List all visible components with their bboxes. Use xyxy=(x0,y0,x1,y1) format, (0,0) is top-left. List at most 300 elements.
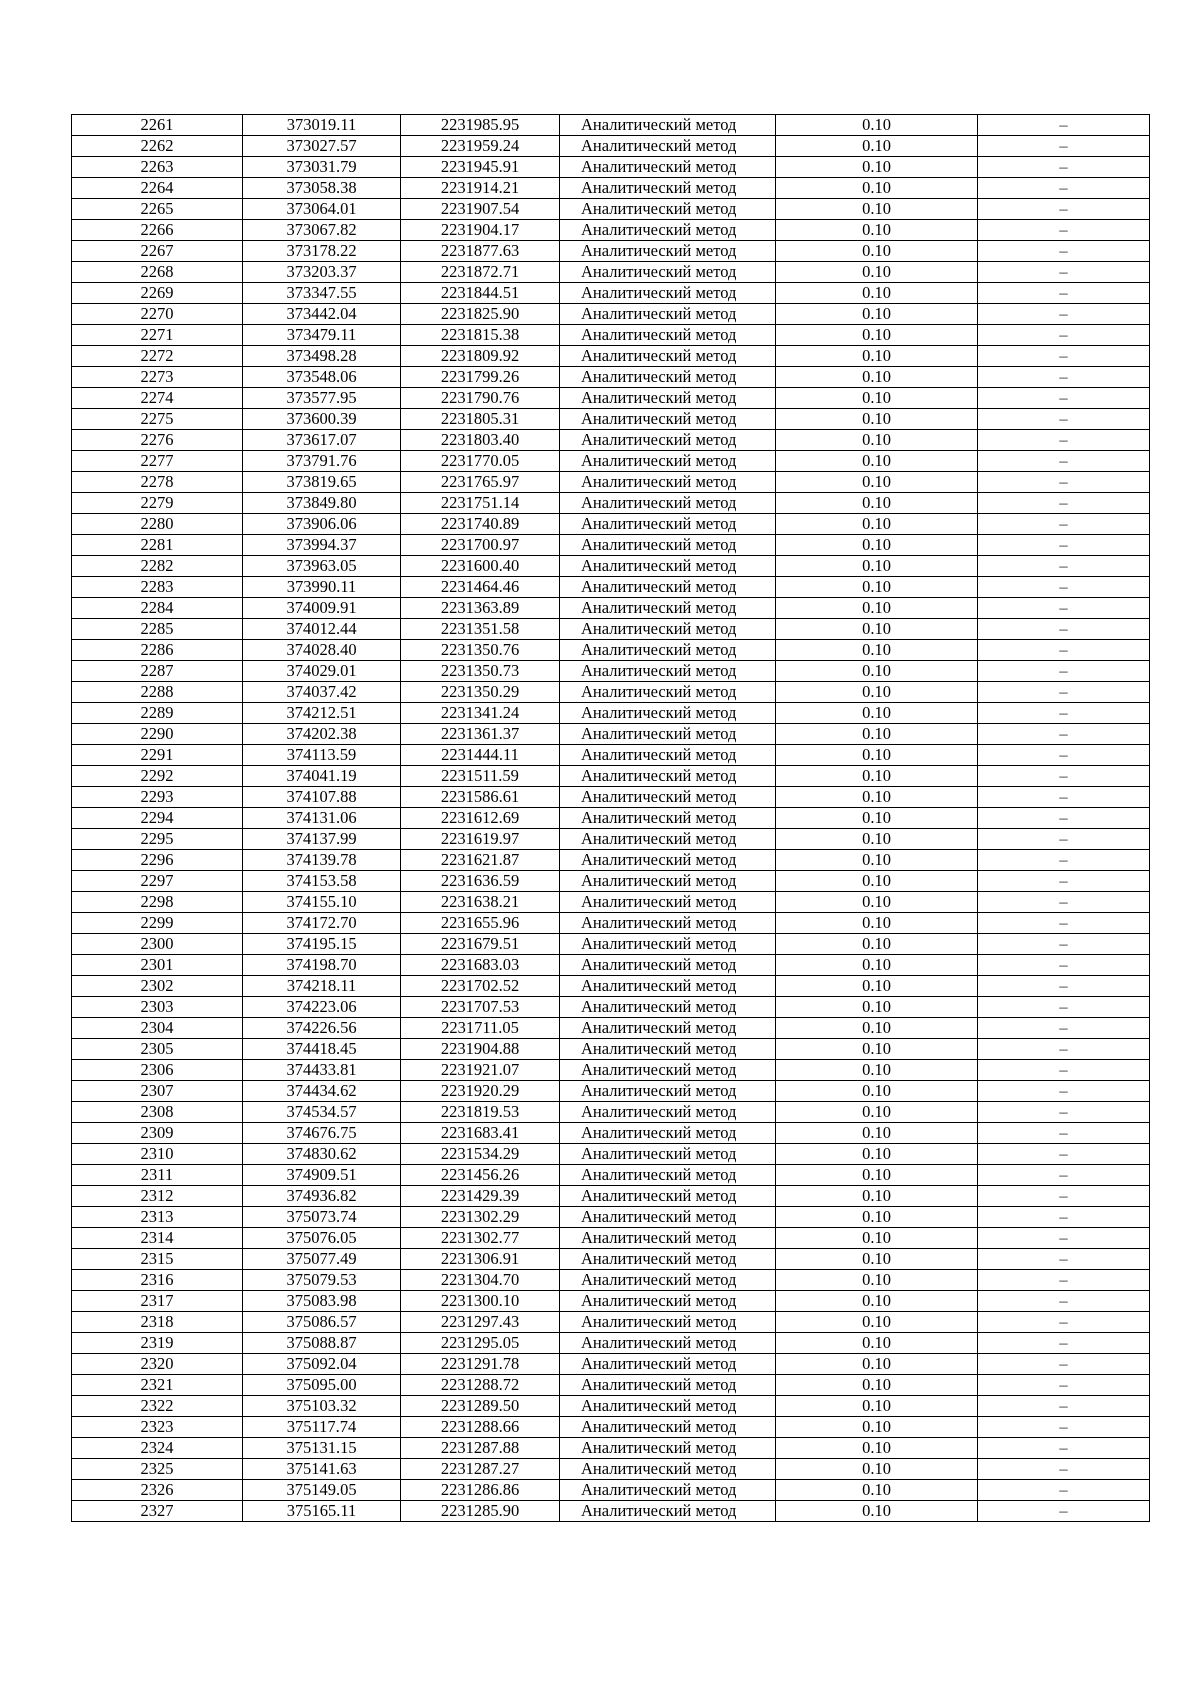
note-cell: – xyxy=(978,1249,1150,1270)
accuracy-cell: 0.10 xyxy=(776,1249,978,1270)
point-number-cell: 2318 xyxy=(72,1312,243,1333)
method-cell: Аналитический метод xyxy=(560,430,776,451)
table-row xyxy=(72,1396,1150,1417)
note-cell: – xyxy=(978,1228,1150,1249)
note-cell: – xyxy=(978,1060,1150,1081)
table-row xyxy=(72,661,1150,682)
y-coordinate-cell: 2231288.66 xyxy=(401,1417,560,1438)
y-coordinate-cell: 2231612.69 xyxy=(401,808,560,829)
table-row xyxy=(72,682,1150,703)
y-coordinate-cell: 2231361.37 xyxy=(401,724,560,745)
note-cell: – xyxy=(978,514,1150,535)
accuracy-cell: 0.10 xyxy=(776,913,978,934)
note-cell: – xyxy=(978,661,1150,682)
x-coordinate-cell: 375073.74 xyxy=(243,1207,401,1228)
y-coordinate-cell: 2231287.27 xyxy=(401,1459,560,1480)
x-coordinate-cell: 374137.99 xyxy=(243,829,401,850)
x-coordinate-cell: 373178.22 xyxy=(243,241,401,262)
point-number-cell: 2268 xyxy=(72,262,243,283)
point-number-cell: 2274 xyxy=(72,388,243,409)
x-coordinate-cell: 374113.59 xyxy=(243,745,401,766)
table-row xyxy=(72,220,1150,241)
accuracy-cell: 0.10 xyxy=(776,1459,978,1480)
x-coordinate-cell: 373064.01 xyxy=(243,199,401,220)
table-row xyxy=(72,1249,1150,1270)
y-coordinate-cell: 2231751.14 xyxy=(401,493,560,514)
y-coordinate-cell: 2231444.11 xyxy=(401,745,560,766)
accuracy-cell: 0.10 xyxy=(776,997,978,1018)
table-row xyxy=(72,892,1150,913)
y-coordinate-cell: 2231291.78 xyxy=(401,1354,560,1375)
point-number-cell: 2309 xyxy=(72,1123,243,1144)
point-number-cell: 2302 xyxy=(72,976,243,997)
x-coordinate-cell: 375117.74 xyxy=(243,1417,401,1438)
point-number-cell: 2315 xyxy=(72,1249,243,1270)
note-cell: – xyxy=(978,1123,1150,1144)
method-cell: Аналитический метод xyxy=(560,136,776,157)
x-coordinate-cell: 374433.81 xyxy=(243,1060,401,1081)
x-coordinate-cell: 375083.98 xyxy=(243,1291,401,1312)
point-number-cell: 2289 xyxy=(72,703,243,724)
x-coordinate-cell: 374830.62 xyxy=(243,1144,401,1165)
note-cell: – xyxy=(978,1270,1150,1291)
method-cell: Аналитический метод xyxy=(560,514,776,535)
method-cell: Аналитический метод xyxy=(560,304,776,325)
accuracy-cell: 0.10 xyxy=(776,367,978,388)
point-number-cell: 2311 xyxy=(72,1165,243,1186)
note-cell: – xyxy=(978,199,1150,220)
y-coordinate-cell: 2231904.17 xyxy=(401,220,560,241)
accuracy-cell: 0.10 xyxy=(776,1270,978,1291)
point-number-cell: 2314 xyxy=(72,1228,243,1249)
accuracy-cell: 0.10 xyxy=(776,451,978,472)
method-cell: Аналитический метод xyxy=(560,661,776,682)
y-coordinate-cell: 2231456.26 xyxy=(401,1165,560,1186)
accuracy-cell: 0.10 xyxy=(776,703,978,724)
note-cell: – xyxy=(978,1207,1150,1228)
point-number-cell: 2298 xyxy=(72,892,243,913)
table-row xyxy=(72,1060,1150,1081)
method-cell: Аналитический метод xyxy=(560,1186,776,1207)
accuracy-cell: 0.10 xyxy=(776,535,978,556)
method-cell: Аналитический метод xyxy=(560,325,776,346)
table-row xyxy=(72,1102,1150,1123)
point-number-cell: 2279 xyxy=(72,493,243,514)
x-coordinate-cell: 373994.37 xyxy=(243,535,401,556)
method-cell: Аналитический метод xyxy=(560,787,776,808)
note-cell: – xyxy=(978,1396,1150,1417)
y-coordinate-cell: 2231638.21 xyxy=(401,892,560,913)
accuracy-cell: 0.10 xyxy=(776,304,978,325)
accuracy-cell: 0.10 xyxy=(776,493,978,514)
x-coordinate-cell: 373058.38 xyxy=(243,178,401,199)
note-cell: – xyxy=(978,157,1150,178)
accuracy-cell: 0.10 xyxy=(776,1060,978,1081)
accuracy-cell: 0.10 xyxy=(776,136,978,157)
method-cell: Аналитический метод xyxy=(560,1144,776,1165)
x-coordinate-cell: 375076.05 xyxy=(243,1228,401,1249)
coordinates-table-body xyxy=(72,115,1150,1522)
note-cell: – xyxy=(978,1039,1150,1060)
accuracy-cell: 0.10 xyxy=(776,1165,978,1186)
y-coordinate-cell: 2231302.77 xyxy=(401,1228,560,1249)
point-number-cell: 2278 xyxy=(72,472,243,493)
note-cell: – xyxy=(978,1438,1150,1459)
table-row xyxy=(72,346,1150,367)
table-row xyxy=(72,1333,1150,1354)
x-coordinate-cell: 374153.58 xyxy=(243,871,401,892)
point-number-cell: 2272 xyxy=(72,346,243,367)
point-number-cell: 2294 xyxy=(72,808,243,829)
table-row xyxy=(72,136,1150,157)
note-cell: – xyxy=(978,703,1150,724)
method-cell: Аналитический метод xyxy=(560,1207,776,1228)
accuracy-cell: 0.10 xyxy=(776,766,978,787)
accuracy-cell: 0.10 xyxy=(776,1480,978,1501)
y-coordinate-cell: 2231702.52 xyxy=(401,976,560,997)
y-coordinate-cell: 2231740.89 xyxy=(401,514,560,535)
method-cell: Аналитический метод xyxy=(560,1291,776,1312)
x-coordinate-cell: 374172.70 xyxy=(243,913,401,934)
table-row xyxy=(72,304,1150,325)
x-coordinate-cell: 373442.04 xyxy=(243,304,401,325)
accuracy-cell: 0.10 xyxy=(776,1354,978,1375)
note-cell: – xyxy=(978,640,1150,661)
table-row xyxy=(72,451,1150,472)
x-coordinate-cell: 375095.00 xyxy=(243,1375,401,1396)
y-coordinate-cell: 2231350.29 xyxy=(401,682,560,703)
y-coordinate-cell: 2231295.05 xyxy=(401,1333,560,1354)
note-cell: – xyxy=(978,1291,1150,1312)
x-coordinate-cell: 374218.11 xyxy=(243,976,401,997)
table-row xyxy=(72,1459,1150,1480)
method-cell: Аналитический метод xyxy=(560,577,776,598)
accuracy-cell: 0.10 xyxy=(776,1312,978,1333)
accuracy-cell: 0.10 xyxy=(776,724,978,745)
accuracy-cell: 0.10 xyxy=(776,1102,978,1123)
x-coordinate-cell: 375141.63 xyxy=(243,1459,401,1480)
y-coordinate-cell: 2231985.95 xyxy=(401,115,560,136)
note-cell: – xyxy=(978,1354,1150,1375)
y-coordinate-cell: 2231350.76 xyxy=(401,640,560,661)
table-row xyxy=(72,367,1150,388)
point-number-cell: 2305 xyxy=(72,1039,243,1060)
method-cell: Аналитический метод xyxy=(560,451,776,472)
y-coordinate-cell: 2231904.88 xyxy=(401,1039,560,1060)
x-coordinate-cell: 374037.42 xyxy=(243,682,401,703)
y-coordinate-cell: 2231790.76 xyxy=(401,388,560,409)
method-cell: Аналитический метод xyxy=(560,1354,776,1375)
table-row xyxy=(72,703,1150,724)
method-cell: Аналитический метод xyxy=(560,178,776,199)
note-cell: – xyxy=(978,535,1150,556)
table-row xyxy=(72,997,1150,1018)
x-coordinate-cell: 374131.06 xyxy=(243,808,401,829)
y-coordinate-cell: 2231306.91 xyxy=(401,1249,560,1270)
method-cell: Аналитический метод xyxy=(560,1312,776,1333)
accuracy-cell: 0.10 xyxy=(776,619,978,640)
accuracy-cell: 0.10 xyxy=(776,178,978,199)
point-number-cell: 2261 xyxy=(72,115,243,136)
x-coordinate-cell: 374155.10 xyxy=(243,892,401,913)
point-number-cell: 2264 xyxy=(72,178,243,199)
note-cell: – xyxy=(978,787,1150,808)
point-number-cell: 2307 xyxy=(72,1081,243,1102)
table-row xyxy=(72,598,1150,619)
method-cell: Аналитический метод xyxy=(560,409,776,430)
y-coordinate-cell: 2231707.53 xyxy=(401,997,560,1018)
table-row xyxy=(72,850,1150,871)
table-row xyxy=(72,1501,1150,1522)
x-coordinate-cell: 373791.76 xyxy=(243,451,401,472)
x-coordinate-cell: 374107.88 xyxy=(243,787,401,808)
y-coordinate-cell: 2231815.38 xyxy=(401,325,560,346)
x-coordinate-cell: 375131.15 xyxy=(243,1438,401,1459)
table-row xyxy=(72,1228,1150,1249)
x-coordinate-cell: 375149.05 xyxy=(243,1480,401,1501)
point-number-cell: 2325 xyxy=(72,1459,243,1480)
x-coordinate-cell: 374534.57 xyxy=(243,1102,401,1123)
x-coordinate-cell: 374198.70 xyxy=(243,955,401,976)
x-coordinate-cell: 373577.95 xyxy=(243,388,401,409)
note-cell: – xyxy=(978,346,1150,367)
table-row xyxy=(72,556,1150,577)
note-cell: – xyxy=(978,766,1150,787)
y-coordinate-cell: 2231286.86 xyxy=(401,1480,560,1501)
y-coordinate-cell: 2231655.96 xyxy=(401,913,560,934)
method-cell: Аналитический метод xyxy=(560,472,776,493)
accuracy-cell: 0.10 xyxy=(776,808,978,829)
table-row xyxy=(72,388,1150,409)
method-cell: Аналитический метод xyxy=(560,283,776,304)
y-coordinate-cell: 2231363.89 xyxy=(401,598,560,619)
accuracy-cell: 0.10 xyxy=(776,892,978,913)
method-cell: Аналитический метод xyxy=(560,1228,776,1249)
y-coordinate-cell: 2231711.05 xyxy=(401,1018,560,1039)
method-cell: Аналитический метод xyxy=(560,808,776,829)
y-coordinate-cell: 2231809.92 xyxy=(401,346,560,367)
method-cell: Аналитический метод xyxy=(560,367,776,388)
point-number-cell: 2262 xyxy=(72,136,243,157)
method-cell: Аналитический метод xyxy=(560,934,776,955)
method-cell: Аналитический метод xyxy=(560,682,776,703)
point-number-cell: 2304 xyxy=(72,1018,243,1039)
accuracy-cell: 0.10 xyxy=(776,1501,978,1522)
accuracy-cell: 0.10 xyxy=(776,1207,978,1228)
table-row xyxy=(72,157,1150,178)
x-coordinate-cell: 374195.15 xyxy=(243,934,401,955)
point-number-cell: 2301 xyxy=(72,955,243,976)
method-cell: Аналитический метод xyxy=(560,640,776,661)
point-number-cell: 2276 xyxy=(72,430,243,451)
method-cell: Аналитический метод xyxy=(560,1417,776,1438)
table-row xyxy=(72,430,1150,451)
note-cell: – xyxy=(978,1333,1150,1354)
accuracy-cell: 0.10 xyxy=(776,787,978,808)
point-number-cell: 2308 xyxy=(72,1102,243,1123)
accuracy-cell: 0.10 xyxy=(776,430,978,451)
method-cell: Аналитический метод xyxy=(560,976,776,997)
accuracy-cell: 0.10 xyxy=(776,514,978,535)
table-row xyxy=(72,1417,1150,1438)
point-number-cell: 2303 xyxy=(72,997,243,1018)
method-cell: Аналитический метод xyxy=(560,1102,776,1123)
y-coordinate-cell: 2231921.07 xyxy=(401,1060,560,1081)
point-number-cell: 2317 xyxy=(72,1291,243,1312)
x-coordinate-cell: 373849.80 xyxy=(243,493,401,514)
method-cell: Аналитический метод xyxy=(560,955,776,976)
method-cell: Аналитический метод xyxy=(560,346,776,367)
point-number-cell: 2299 xyxy=(72,913,243,934)
point-number-cell: 2310 xyxy=(72,1144,243,1165)
table-row xyxy=(72,619,1150,640)
y-coordinate-cell: 2231805.31 xyxy=(401,409,560,430)
note-cell: – xyxy=(978,871,1150,892)
method-cell: Аналитический метод xyxy=(560,199,776,220)
note-cell: – xyxy=(978,304,1150,325)
y-coordinate-cell: 2231959.24 xyxy=(401,136,560,157)
x-coordinate-cell: 374041.19 xyxy=(243,766,401,787)
x-coordinate-cell: 373906.06 xyxy=(243,514,401,535)
method-cell: Аналитический метод xyxy=(560,1270,776,1291)
accuracy-cell: 0.10 xyxy=(776,871,978,892)
y-coordinate-cell: 2231300.10 xyxy=(401,1291,560,1312)
y-coordinate-cell: 2231287.88 xyxy=(401,1438,560,1459)
y-coordinate-cell: 2231825.90 xyxy=(401,304,560,325)
note-cell: – xyxy=(978,367,1150,388)
x-coordinate-cell: 374202.38 xyxy=(243,724,401,745)
method-cell: Аналитический метод xyxy=(560,157,776,178)
note-cell: – xyxy=(978,1312,1150,1333)
note-cell: – xyxy=(978,556,1150,577)
note-cell: – xyxy=(978,955,1150,976)
point-number-cell: 2266 xyxy=(72,220,243,241)
y-coordinate-cell: 2231341.24 xyxy=(401,703,560,724)
table-row xyxy=(72,913,1150,934)
method-cell: Аналитический метод xyxy=(560,1039,776,1060)
method-cell: Аналитический метод xyxy=(560,619,776,640)
table-row xyxy=(72,955,1150,976)
method-cell: Аналитический метод xyxy=(560,262,776,283)
y-coordinate-cell: 2231770.05 xyxy=(401,451,560,472)
point-number-cell: 2275 xyxy=(72,409,243,430)
note-cell: – xyxy=(978,430,1150,451)
method-cell: Аналитический метод xyxy=(560,766,776,787)
method-cell: Аналитический метод xyxy=(560,829,776,850)
note-cell: – xyxy=(978,619,1150,640)
method-cell: Аналитический метод xyxy=(560,997,776,1018)
table-row xyxy=(72,1039,1150,1060)
y-coordinate-cell: 2231907.54 xyxy=(401,199,560,220)
note-cell: – xyxy=(978,115,1150,136)
x-coordinate-cell: 375077.49 xyxy=(243,1249,401,1270)
accuracy-cell: 0.10 xyxy=(776,220,978,241)
y-coordinate-cell: 2231302.29 xyxy=(401,1207,560,1228)
point-number-cell: 2297 xyxy=(72,871,243,892)
method-cell: Аналитический метод xyxy=(560,241,776,262)
method-cell: Аналитический метод xyxy=(560,1480,776,1501)
note-cell: – xyxy=(978,136,1150,157)
x-coordinate-cell: 373479.11 xyxy=(243,325,401,346)
accuracy-cell: 0.10 xyxy=(776,661,978,682)
point-number-cell: 2284 xyxy=(72,598,243,619)
point-number-cell: 2296 xyxy=(72,850,243,871)
method-cell: Аналитический метод xyxy=(560,1060,776,1081)
x-coordinate-cell: 374434.62 xyxy=(243,1081,401,1102)
table-row xyxy=(72,178,1150,199)
x-coordinate-cell: 374226.56 xyxy=(243,1018,401,1039)
point-number-cell: 2293 xyxy=(72,787,243,808)
note-cell: – xyxy=(978,388,1150,409)
table-row xyxy=(72,1312,1150,1333)
note-cell: – xyxy=(978,241,1150,262)
y-coordinate-cell: 2231683.03 xyxy=(401,955,560,976)
accuracy-cell: 0.10 xyxy=(776,388,978,409)
x-coordinate-cell: 374139.78 xyxy=(243,850,401,871)
y-coordinate-cell: 2231288.72 xyxy=(401,1375,560,1396)
accuracy-cell: 0.10 xyxy=(776,850,978,871)
point-number-cell: 2286 xyxy=(72,640,243,661)
table-row xyxy=(72,1480,1150,1501)
method-cell: Аналитический метод xyxy=(560,1018,776,1039)
x-coordinate-cell: 375079.53 xyxy=(243,1270,401,1291)
accuracy-cell: 0.10 xyxy=(776,472,978,493)
x-coordinate-cell: 374029.01 xyxy=(243,661,401,682)
note-cell: – xyxy=(978,1501,1150,1522)
accuracy-cell: 0.10 xyxy=(776,934,978,955)
y-coordinate-cell: 2231285.90 xyxy=(401,1501,560,1522)
table-row xyxy=(72,976,1150,997)
point-number-cell: 2324 xyxy=(72,1438,243,1459)
x-coordinate-cell: 374936.82 xyxy=(243,1186,401,1207)
accuracy-cell: 0.10 xyxy=(776,346,978,367)
point-number-cell: 2312 xyxy=(72,1186,243,1207)
method-cell: Аналитический метод xyxy=(560,724,776,745)
table-row xyxy=(72,577,1150,598)
accuracy-cell: 0.10 xyxy=(776,157,978,178)
method-cell: Аналитический метод xyxy=(560,115,776,136)
note-cell: – xyxy=(978,997,1150,1018)
y-coordinate-cell: 2231304.70 xyxy=(401,1270,560,1291)
table-row xyxy=(72,283,1150,304)
table-row xyxy=(72,262,1150,283)
accuracy-cell: 0.10 xyxy=(776,1333,978,1354)
note-cell: – xyxy=(978,913,1150,934)
point-number-cell: 2283 xyxy=(72,577,243,598)
point-number-cell: 2292 xyxy=(72,766,243,787)
accuracy-cell: 0.10 xyxy=(776,1375,978,1396)
x-coordinate-cell: 373990.11 xyxy=(243,577,401,598)
y-coordinate-cell: 2231464.46 xyxy=(401,577,560,598)
table-row xyxy=(72,1123,1150,1144)
table-row xyxy=(72,724,1150,745)
x-coordinate-cell: 375103.32 xyxy=(243,1396,401,1417)
y-coordinate-cell: 2231679.51 xyxy=(401,934,560,955)
table-row xyxy=(72,535,1150,556)
note-cell: – xyxy=(978,745,1150,766)
note-cell: – xyxy=(978,493,1150,514)
method-cell: Аналитический метод xyxy=(560,1249,776,1270)
point-number-cell: 2288 xyxy=(72,682,243,703)
y-coordinate-cell: 2231920.29 xyxy=(401,1081,560,1102)
point-number-cell: 2300 xyxy=(72,934,243,955)
method-cell: Аналитический метод xyxy=(560,745,776,766)
point-number-cell: 2313 xyxy=(72,1207,243,1228)
method-cell: Аналитический метод xyxy=(560,535,776,556)
point-number-cell: 2319 xyxy=(72,1333,243,1354)
y-coordinate-cell: 2231586.61 xyxy=(401,787,560,808)
accuracy-cell: 0.10 xyxy=(776,1438,978,1459)
